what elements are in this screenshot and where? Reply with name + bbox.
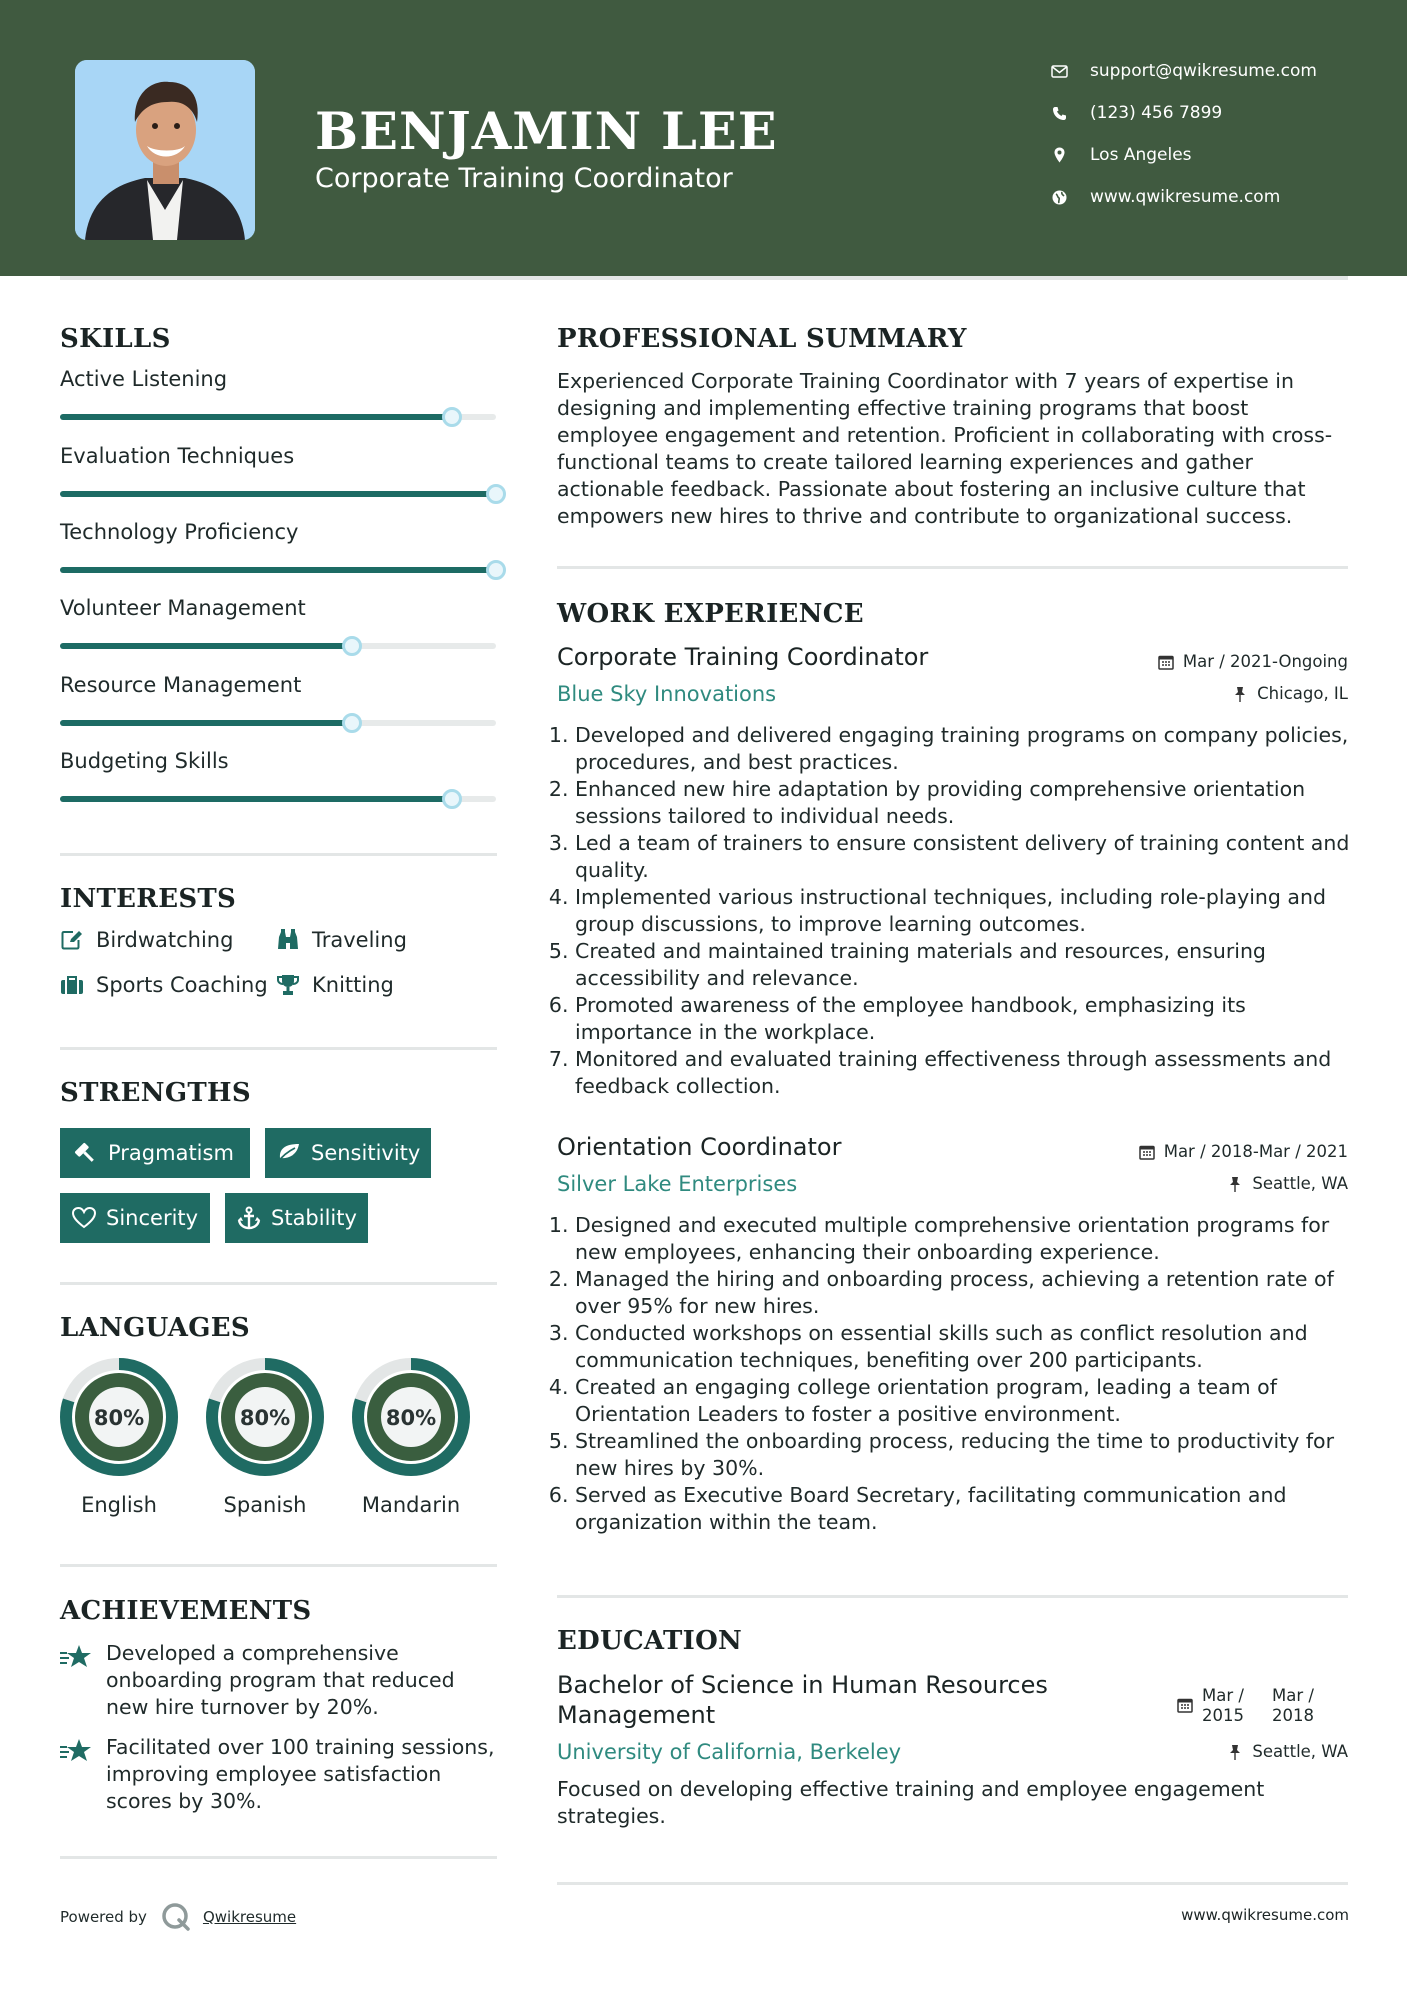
section-divider [60, 1047, 497, 1050]
job-bullet: 4. Created an engaging college orientation program, leading a team of Orientation Leaders to foster a positive environment. [575, 1374, 1352, 1428]
pushpin-icon [1226, 1743, 1244, 1761]
pencil-square-icon [60, 928, 84, 952]
interest-item [60, 928, 233, 952]
qwikresume-logo-icon [161, 1902, 191, 1932]
job-location-text: Chicago, IL [1257, 684, 1348, 703]
education-end-date [1272, 1686, 1314, 1726]
star-list-icon [60, 1734, 94, 1815]
envelope-icon [1050, 62, 1068, 80]
interest-label: Birdwatching [96, 928, 234, 952]
language-ring-chart [350, 1356, 472, 1478]
contact-email-text: support@qwikresume.com [1090, 61, 1317, 81]
achievement-text: Facilitated over 100 training sessions, improving employee satisfaction scores by 30%. [106, 1735, 495, 1813]
section-divider [557, 566, 1348, 569]
skill-bar-knob [342, 713, 362, 733]
company-name: Silver Lake Enterprises [557, 1172, 798, 1196]
education-location-text: Seattle, WA [1252, 1742, 1348, 1761]
briefcase-icon [60, 973, 84, 997]
calendar-icon [1138, 1143, 1156, 1161]
skill-bar [60, 720, 496, 726]
language-ring-chart [58, 1356, 180, 1478]
achievement-item [60, 1640, 500, 1721]
skill-label: Technology Proficiency [60, 520, 299, 544]
skill-bar [60, 796, 496, 802]
strength-label: Stability [271, 1206, 357, 1230]
gavel-icon [72, 1140, 98, 1166]
job-bullet: 4. Implemented various instructional techniques, including role-playing and group discussions, to improve learning outcomes. [575, 884, 1352, 938]
education-location [1226, 1742, 1348, 1761]
language-label: English [81, 1493, 157, 1517]
education-heading: EDUCATION [557, 1626, 743, 1656]
trophy-icon [276, 973, 300, 997]
job-bullet: 5. Created and maintained training materials and resources, ensuring accessibility and relevance. [575, 938, 1352, 992]
pushpin-icon [1226, 1175, 1244, 1193]
skill-bar-knob [442, 789, 462, 809]
interests-heading: INTERESTS [60, 884, 237, 914]
interest-label: Sports Coaching [96, 973, 268, 997]
job-dates-text: Mar / 2021-Ongoing [1182, 652, 1348, 671]
company-name: Blue Sky Innovations [557, 682, 777, 706]
experience-heading: WORK EXPERIENCE [557, 599, 864, 629]
language-percent-label: 80% [239, 1406, 291, 1430]
language-ring-chart [204, 1356, 326, 1478]
map-pin-icon [1050, 146, 1068, 164]
section-divider [60, 1564, 497, 1567]
section-divider [60, 853, 497, 856]
section-divider [60, 1282, 497, 1285]
education-description: Focused on developing effective training and employee engagement strategies. [557, 1777, 1265, 1828]
interest-item [276, 928, 407, 952]
strength-badge [60, 1193, 210, 1243]
job-title: Corporate Training Coordinator [557, 643, 929, 671]
job-bullet: 7. Monitored and evaluated training effectiveness through assessments and feedback collection. [575, 1046, 1352, 1100]
education-end-month: Mar / [1272, 1686, 1314, 1705]
globe-icon [1050, 188, 1068, 206]
phone-icon [1050, 104, 1068, 122]
job-bullet: 6. Served as Executive Board Secretary, facilitating communication and organization within the team. [575, 1482, 1352, 1536]
job-bullet: 6. Promoted awareness of the employee handbook, emphasizing its importance in the workplace. [575, 992, 1352, 1046]
skill-bar-knob [342, 636, 362, 656]
achievement-item [60, 1734, 500, 1815]
summary-text: Experienced Corporate Training Coordinator with 7 years of expertise in designing and implementing effective training programs that boost employee engagement and retention. Proficient in collaborating with cross-functional teams to create tailored learning experiences and gather actionable feedback. Passionate about fostering an inclusive culture that empowers new hires to thrive and contribute to organizational success. [557, 369, 1333, 528]
job-bullet: 3. Led a team of trainers to ensure consistent delivery of training content and quality. [575, 830, 1352, 884]
education-dates [1176, 1686, 1314, 1726]
job-bullet: 2. Enhanced new hire adaptation by providing comprehensive orientation sessions tailored to individual needs. [575, 776, 1352, 830]
job-dates [1157, 652, 1348, 671]
interest-item [60, 973, 268, 997]
contact-website[interactable] [1050, 182, 1370, 212]
person-avatar-icon [75, 60, 255, 240]
interest-label: Knitting [312, 973, 394, 997]
powered-by [60, 1902, 296, 1932]
interest-item [276, 973, 394, 997]
contact-website-text: www.qwikresume.com [1090, 187, 1281, 207]
pushpin-icon [1231, 685, 1249, 703]
qwikresume-link[interactable]: Qwikresume [202, 1908, 297, 1926]
contact-phone[interactable] [1050, 98, 1370, 128]
language-label: Spanish [223, 1493, 307, 1517]
skill-bar [60, 567, 496, 573]
education-start-date [1202, 1686, 1244, 1726]
education-end-year: 2018 [1272, 1706, 1314, 1725]
strength-badge [225, 1193, 368, 1243]
job-bullet: 1. Designed and executed multiple comprehensive orientation programs for new employees, enhancing their onboarding experience. [575, 1212, 1352, 1266]
interest-label: Traveling [312, 928, 407, 952]
languages-heading: LANGUAGES [60, 1313, 250, 1343]
strengths-heading: STRENGTHS [60, 1078, 251, 1108]
profile-photo [75, 60, 255, 240]
strength-label: Sensitivity [311, 1141, 421, 1165]
job-bullet: 2. Managed the hiring and onboarding process, achieving a retention rate of over 95% for new hires. [575, 1266, 1352, 1320]
contact-email[interactable] [1050, 56, 1370, 86]
section-divider [60, 1856, 497, 1859]
language-label: Mandarin [361, 1493, 461, 1517]
skill-bar-fill [60, 491, 496, 497]
strength-label: Pragmatism [108, 1141, 234, 1165]
calendar-icon [1157, 653, 1175, 671]
skill-label: Budgeting Skills [60, 749, 229, 773]
header-divider [60, 276, 1348, 280]
footer-website[interactable]: www.qwikresume.com [1181, 1906, 1349, 1924]
language-percent-label: 80% [93, 1406, 145, 1430]
leaf-icon [277, 1140, 301, 1166]
skill-bar-fill [60, 567, 496, 573]
strength-label: Sincerity [106, 1206, 199, 1230]
job-bullets [557, 722, 1352, 1100]
skill-bar [60, 643, 496, 649]
contact-location-text: Los Angeles [1090, 145, 1192, 165]
candidate-role: Corporate Training Coordinator [315, 163, 733, 194]
strength-badge [60, 1128, 250, 1178]
skills-heading: SKILLS [60, 324, 171, 354]
job-location [1226, 1174, 1348, 1193]
job-bullets [557, 1212, 1352, 1536]
skill-bar-knob [442, 407, 462, 427]
job-dates [1138, 1142, 1348, 1161]
contact-location [1050, 140, 1370, 170]
job-location [1231, 684, 1348, 703]
school-name: University of California, Berkeley [557, 1740, 902, 1764]
skill-bar-fill [60, 796, 452, 802]
skill-bar-knob [486, 560, 506, 580]
skill-label: Evaluation Techniques [60, 444, 295, 468]
resume-header [0, 0, 1407, 276]
skill-label: Volunteer Management [60, 596, 306, 620]
education-start-month: Mar / [1202, 1686, 1244, 1705]
skill-bar-fill [60, 720, 352, 726]
language-ring [350, 1356, 472, 1478]
candidate-name: BENJAMIN LEE [315, 102, 778, 162]
skill-label: Active Listening [60, 367, 228, 391]
language-percent-label: 80% [385, 1406, 437, 1430]
skill-bar-knob [486, 484, 506, 504]
achievements-heading: ACHIEVEMENTS [60, 1596, 312, 1626]
powered-by-text: Powered by [60, 1908, 147, 1926]
anchor-icon [237, 1205, 261, 1231]
contact-phone-text: (123) 456 7899 [1090, 103, 1223, 123]
job-title: Orientation Coordinator [557, 1133, 842, 1161]
summary-heading: PROFESSIONAL SUMMARY [557, 324, 967, 354]
heart-icon [72, 1205, 96, 1231]
degree-title-line1: Bachelor of Science in Human Resources [557, 1671, 1048, 1699]
job-bullet: 1. Developed and delivered engaging training programs on company policies, procedures, and best practices. [575, 722, 1352, 776]
achievement-text: Developed a comprehensive onboarding program that reduced new hire turnover by 20%. [106, 1641, 455, 1719]
job-bullet: 3. Conducted workshops on essential skills such as conflict resolution and communication techniques, benefiting over 200 participants. [575, 1320, 1352, 1374]
skill-bar-fill [60, 643, 352, 649]
section-divider [557, 1595, 1348, 1598]
section-divider [557, 1882, 1348, 1885]
skill-label: Resource Management [60, 673, 302, 697]
binoculars-icon [276, 928, 300, 952]
skill-bar [60, 414, 496, 420]
calendar-icon [1176, 1696, 1194, 1714]
job-dates-text: Mar / 2018-Mar / 2021 [1163, 1142, 1348, 1161]
star-list-icon [60, 1640, 94, 1721]
job-bullet: 5. Streamlined the onboarding process, reducing the time to productivity for new hires by 30%. [575, 1428, 1352, 1482]
job-location-text: Seattle, WA [1252, 1174, 1348, 1193]
strength-badge [265, 1128, 431, 1178]
language-ring [204, 1356, 326, 1478]
skill-bar [60, 491, 496, 497]
skill-bar-fill [60, 414, 452, 420]
education-start-year: 2015 [1202, 1706, 1244, 1725]
language-ring [58, 1356, 180, 1478]
degree-title-line2: Management [557, 1701, 716, 1729]
